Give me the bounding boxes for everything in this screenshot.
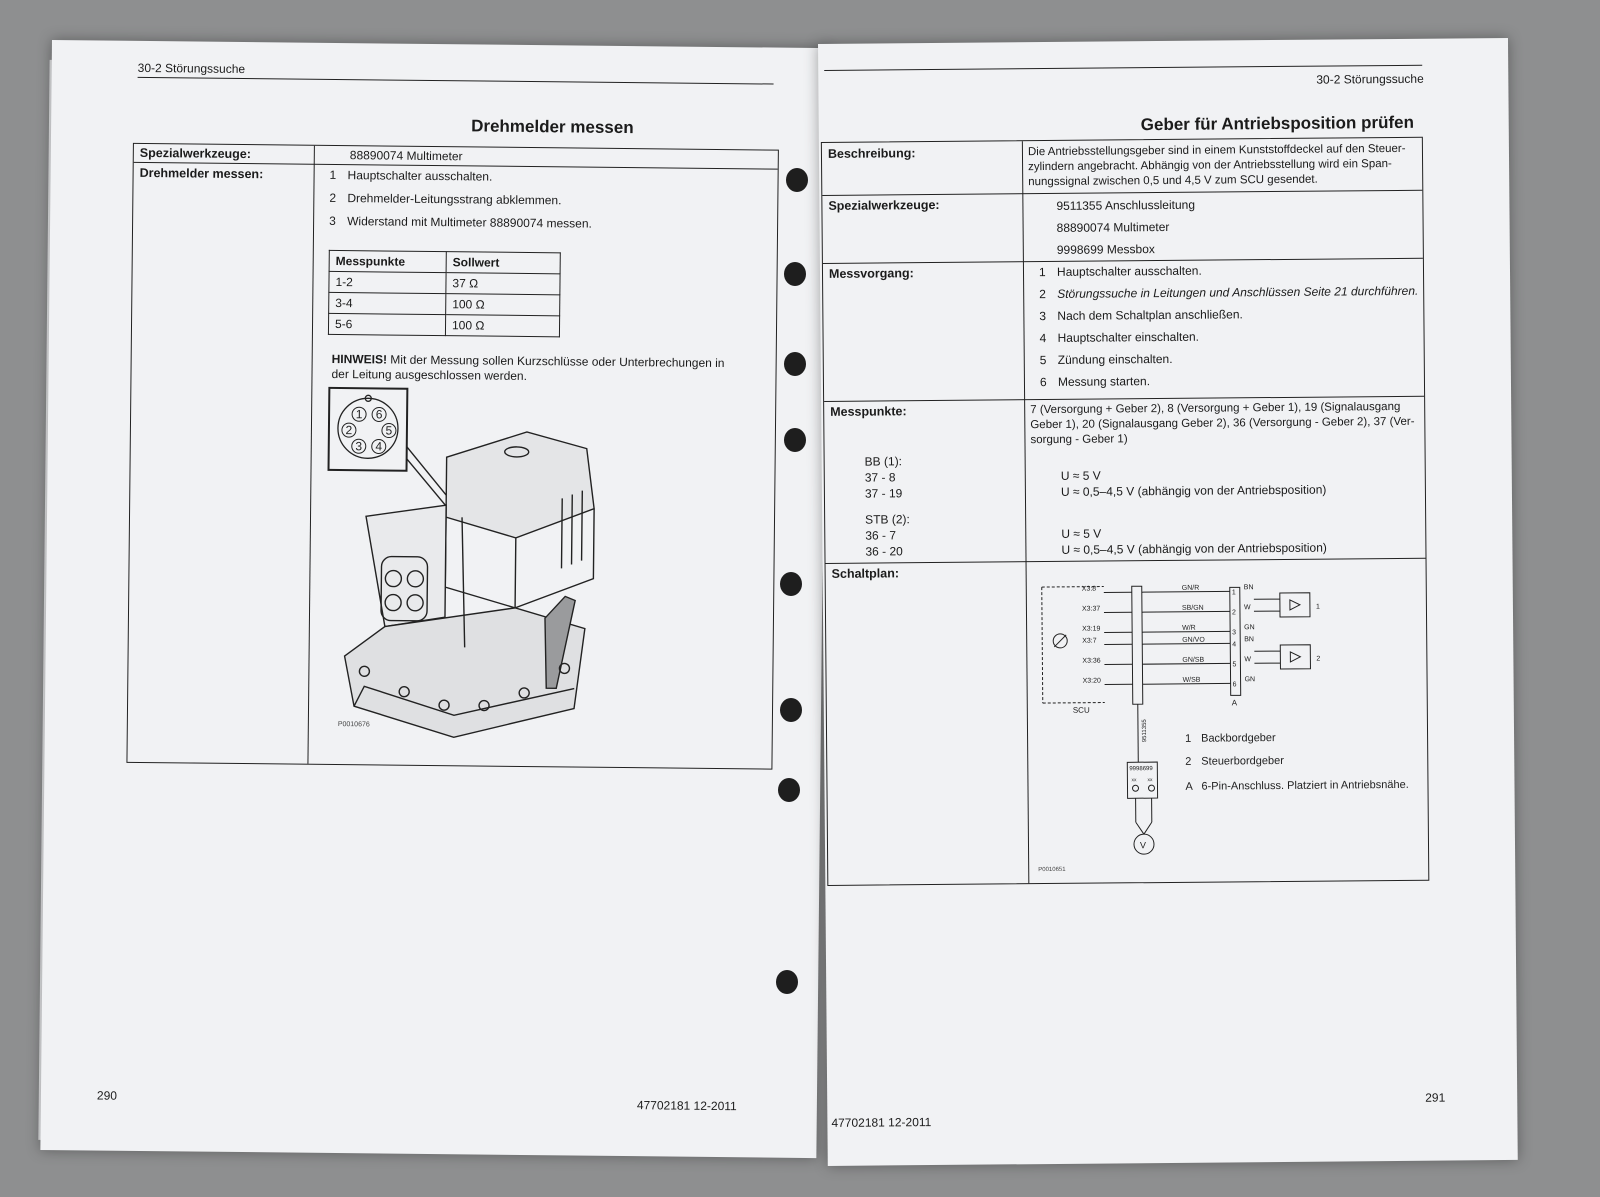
wire-color-label: GN/VO: [1182, 636, 1205, 644]
wire-color-label: GN: [1244, 676, 1256, 684]
left-header-rule: [138, 77, 774, 85]
connector-pin-label: 5: [1232, 661, 1237, 669]
scu-pin-label: X3:20: [1082, 677, 1101, 685]
right-step: [1039, 307, 1243, 324]
binder-hole: [776, 970, 798, 994]
bb-voltage-range: U ≈ 0,5–4,5 V (abhängig von der Antriebsposition): [1060, 482, 1327, 499]
bb-point: 37 - 8: [864, 470, 896, 485]
sensor-2-label: 2: [1316, 655, 1321, 663]
wire-color-label: GN/SB: [1182, 656, 1205, 664]
right-figure-id: P0010651: [1038, 866, 1066, 874]
right-procedure-table: [821, 137, 1429, 886]
right-row-divider: [823, 258, 1423, 264]
binder-hole: [786, 168, 808, 192]
stb-point: 36 - 7: [865, 528, 897, 543]
pin-label: 3: [355, 439, 363, 454]
measure-box-label: 9998699: [1129, 766, 1153, 773]
table-row: [329, 292, 560, 315]
pin-label: 1: [355, 407, 363, 422]
left-procedure-table: [126, 143, 778, 770]
connector-pin-label: 1: [1231, 589, 1236, 597]
messpunkte-line: Geber 1), 20 (Signalausgang Geber 2), 36 (Versorgung - Geber 2), 37 (Ver-: [1030, 415, 1415, 432]
legend-number: A: [1185, 780, 1193, 793]
messpunkte-label: Messpunkte:: [830, 404, 907, 419]
left-column-divider: [307, 146, 314, 764]
right-header-rule: [824, 65, 1422, 71]
connector-pin-label: 3: [1232, 629, 1237, 637]
cable-label: 9511355: [1141, 719, 1149, 743]
step-number: 2: [1039, 287, 1046, 302]
right-row-divider: [822, 190, 1422, 196]
right-title: Geber für Antriebsposition prüfen: [1140, 112, 1415, 135]
legend-text: Backbordgeber: [1201, 732, 1276, 745]
right-page-number: 291: [1425, 1090, 1446, 1105]
left-page-number: 290: [96, 1088, 118, 1103]
right-step: [1040, 330, 1200, 346]
pin-label: 6: [375, 407, 383, 422]
resolver-engine-illustration: [324, 386, 768, 751]
wire-color-label: SB/GN: [1181, 604, 1204, 612]
binder-hole: [784, 352, 806, 376]
connector-pin-label: 2: [1231, 609, 1236, 617]
step-text: Widerstand mit Multimeter 88890074 messen.: [347, 214, 592, 231]
note-text-1: Mit der Messung sollen Kurzschlüsse oder Unterbrechungen in: [386, 352, 725, 371]
pin-label: 2: [345, 423, 353, 438]
table-cell: 1-2: [329, 271, 446, 293]
right-step: [1039, 264, 1202, 280]
left-step: [329, 191, 561, 208]
bb-heading: BB (1):: [864, 454, 903, 469]
right-step: [1040, 352, 1173, 368]
wire-color-label: W/SB: [1182, 676, 1201, 684]
legend-number: 1: [1185, 732, 1192, 745]
left-spezial-label: Spezialwerkzeuge:: [139, 145, 252, 162]
left-title: Drehmelder messen: [471, 116, 634, 138]
pin-label: 4: [375, 439, 383, 454]
step-number: 4: [1039, 331, 1047, 346]
wire-color-label: BN: [1243, 584, 1254, 592]
table-cell: 100 Ω: [446, 294, 560, 316]
stb-voltage: U ≈ 5 V: [1061, 526, 1102, 541]
sensor-1-label: 1: [1315, 603, 1320, 611]
left-step: [329, 214, 592, 232]
connector-label: A: [1231, 698, 1238, 708]
step-text: Hauptschalter einschalten.: [1057, 329, 1200, 345]
right-row-divider: [826, 558, 1426, 564]
wire-color-label: GN: [1244, 624, 1255, 632]
step-text: Messung starten.: [1057, 374, 1151, 389]
pin-label: 5: [385, 423, 393, 438]
step-text: Störungssuche in Leitungen und Anschlüssen Seite 21 durchführen.: [1057, 283, 1419, 301]
wiring-diagram: [1032, 570, 1425, 878]
box-pin-label: xx: [1147, 777, 1153, 784]
bb-voltage: U ≈ 5 V: [1060, 468, 1101, 483]
stb-point: 36 - 20: [865, 544, 903, 559]
bb-point: 37 - 19: [864, 486, 903, 501]
beschreibung-line: Die Antriebsstellungsgeber sind in einem Kunststoffdeckel auf den Steuer-: [1027, 142, 1406, 159]
right-header: 30-2 Störungssuche: [1316, 71, 1424, 87]
left-doc-code: 47702181 12-2011: [636, 1098, 737, 1114]
right-column-divider: [1022, 141, 1029, 883]
legend-number: 2: [1185, 755, 1192, 768]
step-text: Hauptschalter ausschalten.: [1056, 263, 1202, 279]
left-page: [40, 40, 828, 1158]
stb-heading: STB (2):: [865, 512, 910, 527]
table-cell: 100 Ω: [445, 315, 559, 337]
binder-hole: [784, 428, 806, 452]
table-cell: 5-6: [328, 313, 445, 335]
wire-labels: [1082, 584, 1255, 690]
messpunkte-line: 7 (Versorgung + Geber 2), 8 (Versorgung + Geber 1), 19 (Signalausgang: [1030, 400, 1401, 417]
left-messen-label: Drehmelder messen:: [139, 165, 264, 182]
left-step: [330, 168, 493, 185]
step-text: Zündung einschalten.: [1057, 351, 1173, 367]
table-cell: 3-4: [329, 292, 446, 314]
step-number: 6: [1039, 375, 1047, 390]
step-text: Hauptschalter ausschalten.: [347, 168, 493, 184]
schaltplan-label: Schaltplan:: [831, 566, 900, 581]
table-header-row: [329, 250, 560, 273]
wire-color-label: W: [1243, 604, 1251, 612]
left-spezial-value: 88890074 Multimeter: [349, 148, 463, 164]
messpunkte-table: [328, 250, 561, 337]
right-doc-code: 47702181 12-2011: [831, 1115, 932, 1130]
step-number: 3: [329, 213, 336, 228]
scu-pin-label: X3:19: [1082, 625, 1101, 633]
wire-lines: [1104, 591, 1231, 684]
scu-pin-label: X3:36: [1082, 657, 1101, 665]
binder-hole: [778, 778, 800, 802]
binder-hole: [780, 572, 802, 596]
binder-hole: [780, 698, 802, 722]
step-number: 1: [329, 167, 337, 182]
scu-pin-label: X3:8: [1081, 585, 1097, 593]
table-row: [328, 313, 559, 336]
messvorgang-label: Messvorgang:: [828, 266, 914, 281]
box-pin-label: xx: [1131, 777, 1137, 784]
right-step: [1039, 284, 1418, 302]
beschreibung-label: Beschreibung:: [827, 146, 916, 161]
left-note: [331, 352, 761, 387]
step-text: Drehmelder-Leitungsstrang abklemmen.: [347, 191, 562, 208]
left-figure-id: P0010676: [337, 721, 370, 729]
right-page: [818, 38, 1518, 1166]
beschreibung-line: nungssignal zwischen 0,5 und 4,5 V zum SCU gesendet.: [1028, 173, 1318, 189]
right-step: [1040, 374, 1150, 390]
beschreibung-line: zylindern angebracht. Abhängig von der Antriebsstellung wird ein Span-: [1028, 157, 1392, 174]
connector-pin-label: 6: [1232, 681, 1237, 689]
step-number: 1: [1038, 265, 1046, 280]
wire-color-label: GN/R: [1181, 584, 1200, 592]
binder-hole: [784, 262, 806, 286]
table-row: [329, 271, 560, 294]
left-header: 30-2 Störungssuche: [137, 60, 246, 77]
table-cell: 37 Ω: [446, 273, 560, 295]
legend-text: 6-Pin-Anschluss. Platziert in Antriebsnähe.: [1201, 778, 1409, 793]
step-number: 5: [1039, 353, 1047, 368]
spezial-item: 9998699 Messbox: [1056, 242, 1155, 257]
connector-pin-label: 4: [1232, 641, 1237, 649]
note-text-2: der Leitung ausgeschlossen werden.: [331, 366, 528, 383]
wire-color-label: BN: [1244, 636, 1254, 644]
scu-pin-label: X3:7: [1082, 637, 1097, 645]
spezial-item: 9511355 Anschlussleitung: [1056, 197, 1196, 213]
table-header: Messpunkte: [329, 250, 446, 272]
stb-voltage-range: U ≈ 0,5–4,5 V (abhängig von der Antriebsposition): [1061, 540, 1327, 557]
step-text: Nach dem Schaltplan anschließen.: [1057, 307, 1243, 323]
messpunkte-line: sorgung - Geber 1): [1030, 433, 1128, 447]
legend-text: Steuerbordgeber: [1201, 754, 1284, 768]
table-header: Sollwert: [446, 252, 560, 274]
note-label: HINWEIS!: [331, 351, 388, 367]
voltmeter-icon: V: [1139, 840, 1147, 851]
scu-label: SCU: [1072, 705, 1090, 715]
scu-pin-label: X3:37: [1081, 605, 1101, 613]
step-number: 2: [329, 190, 337, 205]
right-spezial-label: Spezialwerkzeuge:: [828, 197, 940, 213]
wire-color-label: W: [1244, 656, 1252, 664]
wire-color-label: W/R: [1182, 624, 1196, 632]
step-number: 3: [1039, 309, 1047, 324]
spezial-item: 88890074 Multimeter: [1056, 219, 1170, 235]
